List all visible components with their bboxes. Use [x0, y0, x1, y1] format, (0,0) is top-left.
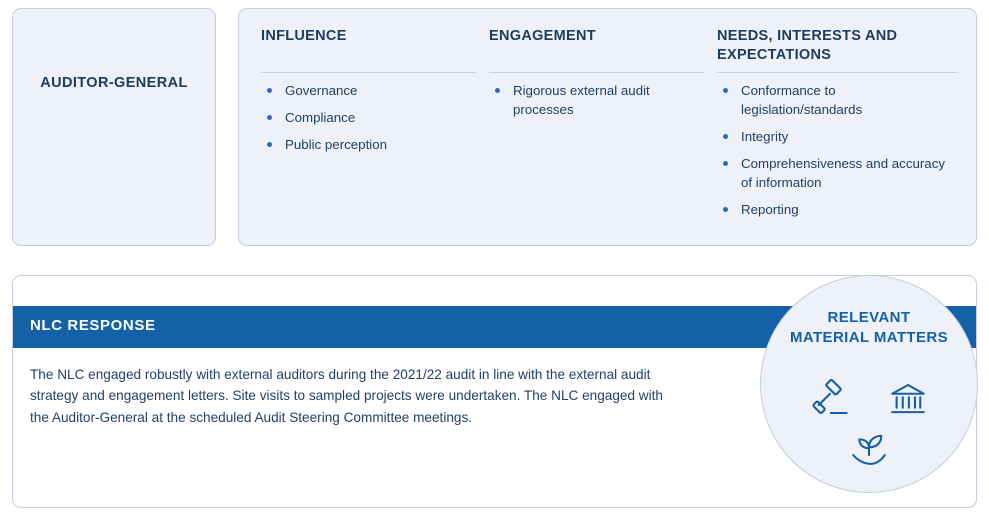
badge-icon-row-bottom [761, 428, 977, 470]
detail-box [238, 8, 977, 246]
column-title-engagement: ENGAGEMENT [489, 28, 596, 44]
list-item: Conformance to legislation/standards [717, 81, 957, 119]
list-item: Rigorous external audit processes [489, 81, 704, 119]
nlc-response-title: NLC RESPONSE [30, 317, 156, 334]
column-engagement [489, 27, 704, 127]
list-item: Governance [261, 81, 476, 100]
institution-icon [887, 378, 929, 420]
hand-plant-icon [848, 428, 890, 470]
column-needs [717, 27, 957, 227]
column-divider-influence [261, 72, 476, 73]
column-influence [261, 27, 476, 162]
gavel-icon [809, 378, 851, 420]
nlc-response-text: The NLC engaged robustly with external auditors during the 2021/22 audit in line with the external audit strategy and engagement letters. Site visits to sampled projects were undertaken. The NLC engaged with the Auditor-General at the scheduled Audit Steering Committee meetings. [30, 367, 663, 425]
list-item: Reporting [717, 200, 957, 219]
list-item: Comprehensiveness and accuracy of information [717, 154, 957, 192]
column-divider-engagement [489, 72, 704, 73]
column-list-engagement [489, 81, 704, 119]
relevant-material-matters-badge [760, 275, 978, 493]
badge-title-line2: MATERIAL MATTERS [789, 329, 949, 347]
column-title-needs: NEEDS, INTERESTS AND EXPECTATIONS [717, 28, 898, 63]
column-divider-needs [717, 72, 957, 73]
column-title-influence: INFLUENCE [261, 28, 347, 44]
badge-title-line1: RELEVANT [827, 309, 911, 326]
badge-icon-row-top [761, 378, 977, 420]
list-item: Integrity [717, 127, 957, 146]
column-list-needs [717, 81, 957, 219]
stakeholder-label: AUDITOR-GENERAL [40, 75, 188, 91]
column-list-influence [261, 81, 476, 154]
badge-title [761, 308, 977, 349]
list-item: Compliance [261, 108, 476, 127]
stakeholder-box [12, 8, 216, 246]
list-item: Public perception [261, 135, 476, 154]
top-row [12, 8, 977, 248]
